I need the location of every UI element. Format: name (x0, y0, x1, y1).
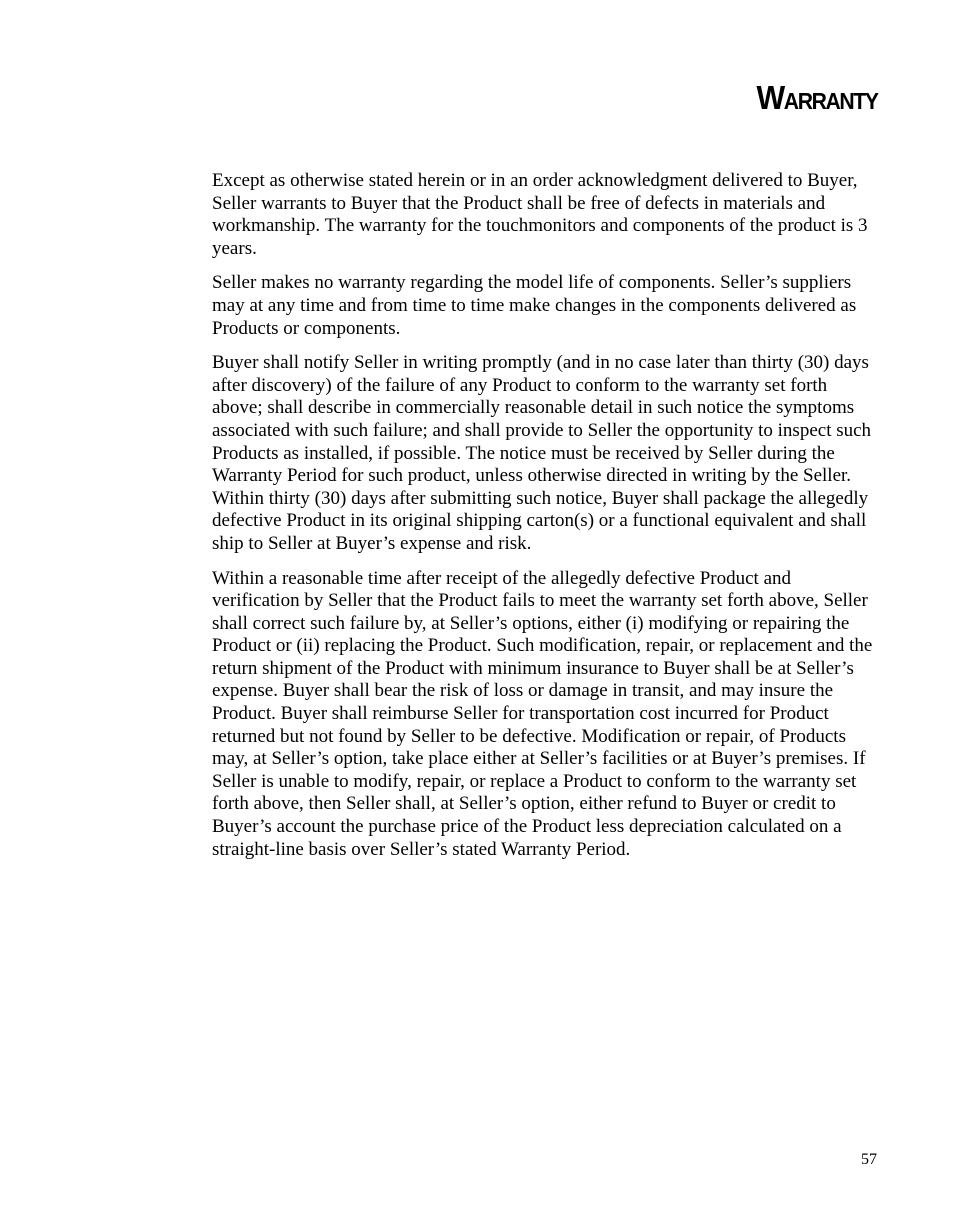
paragraph-seller-remedy: Within a reasonable time after receipt of the allegedly defective Product and verification by Seller that the Product fails to meet the warranty set forth above, Seller shall correct such failure by, at Seller’s options, either (i) modifying or repairing the Product or (ii) replacing the Product. Such modification, repair, or replacement and the return shipment of the Product with minimum insurance to Buyer shall be at Seller’s expense. Buyer shall bear the risk of loss or damage in transit, and may insure the Product. Buyer shall reimburse Seller for transportation cost incurred for Product returned but not found by Seller to be defective. Modification or repair, of Products may, at Seller’s option, take place either at Seller’s facilities or at Buyer’s premises. If Seller is unable to modify, repair, or replace a Product to conform to the warranty set forth above, then Seller shall, at Seller’s option, either refund to Buyer or credit to Buyer’s account the purchase price of the Product less depreciation calculated on a straight-line basis over Seller’s stated Warranty Period. (212, 567, 873, 860)
paragraph-warranty-terms: Except as otherwise stated herein or in an order acknowledgment delivered to Buyer, Seller warrants to Buyer that the Product shall be free of defects in materials and workmanship. The warranty for the touchmonitors and components of the product is 3 years. (212, 170, 868, 259)
page-title: Warranty (756, 79, 878, 116)
paragraph-component-changes: Seller makes no warranty regarding the model life of components. Seller’s suppliers may at any time and from time to time make changes in the components delivered as Products or components. (212, 272, 857, 339)
page-number: 57 (861, 1151, 877, 1168)
body-text (212, 170, 876, 873)
paragraph-buyer-notification: Buyer shall notify Seller in writing promptly (and in no case later than thirty (30) days after discovery) of the failure of any Product to conform to the warranty set forth above; shall describe in commercially reasonable detail in such notice the symptoms associated with such failure; and shall provide to Seller the opportunity to inspect such Products as installed, if possible. The notice must be received by Seller during the Warranty Period for such product, unless otherwise directed in writing by the Seller. Within thirty (30) days after submitting such notice, Buyer shall package the allegedly defective Product in its original shipping carton(s) or a functional equivalent and shall ship to Seller at Buyer’s expense and risk. (212, 352, 872, 554)
